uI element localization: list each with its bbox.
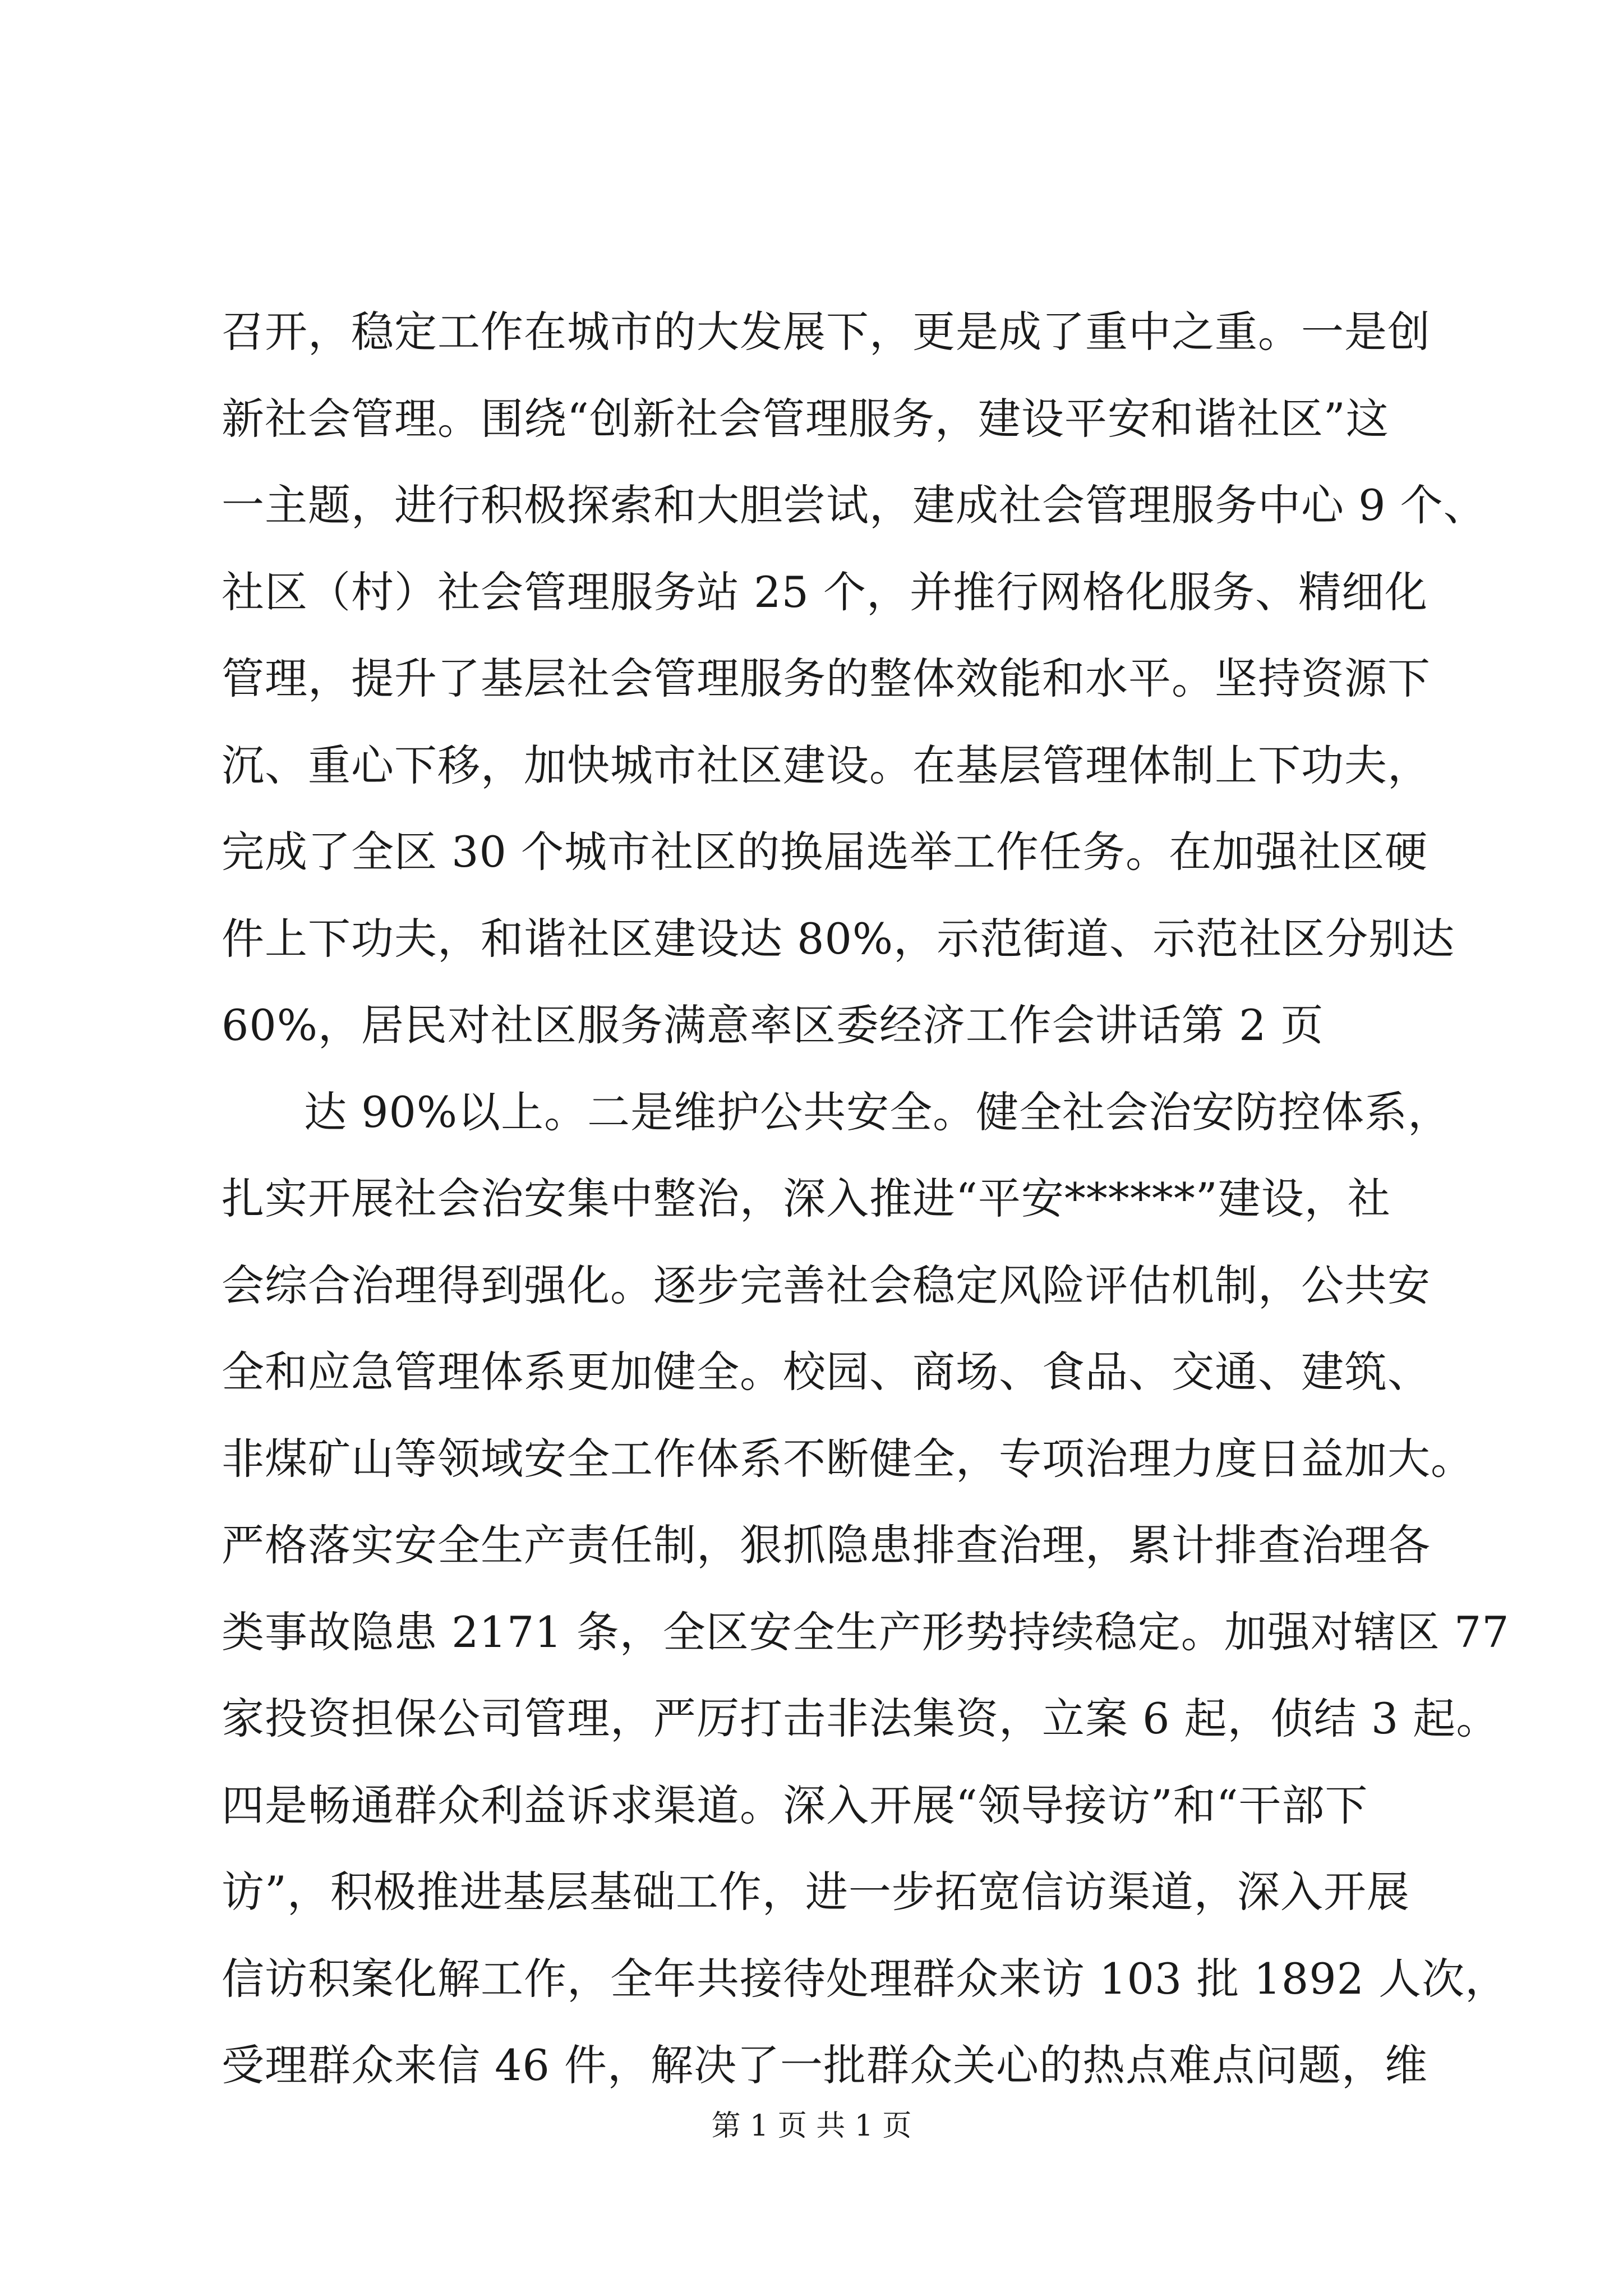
body-text-line: 访”，积极推进基层基础工作，进一步拓宽信访渠道，深入开展 — [222, 1867, 1410, 1917]
body-text-line: 管理，提升了基层社会管理服务的整体效能和水平。坚持资源下 — [222, 654, 1431, 703]
body-text-line: 新社会管理。围绕“创新社会管理服务，建设平安和谐社区”这 — [222, 394, 1389, 444]
page-footer: 第 1 页 共 1 页 — [711, 2109, 912, 2143]
body-text-line: 受理群众来信 46 件，解决了一批群众关心的热点难点问题，维 — [222, 2040, 1428, 2090]
body-text-line: 全和应急管理体系更加健全。校园、商场、食品、交通、建筑、 — [222, 1347, 1431, 1397]
body-text-line: 完成了全区 30 个城市社区的换届选举工作任务。在加强社区硬 — [222, 827, 1428, 877]
body-text-line: 类事故隐患 2171 条，全区安全生产形势持续稳定。加强对辖区 77 — [222, 1607, 1510, 1657]
body-text-line: 家投资担保公司管理，严厉打击非法集资，立案 6 起，侦结 3 起。 — [222, 1694, 1500, 1743]
body-text-line: 件上下功夫，和谐社区建设达 80%，示范街道、示范社区分别达 — [222, 914, 1455, 964]
body-text-line: 一主题，进行积极探索和大胆尝试，建成社会管理服务中心 9 个、 — [222, 480, 1487, 530]
body-text-line: 信访积案化解工作，全年共接待处理群众来访 103 批 1892 人次， — [222, 1954, 1509, 2004]
body-text-line: 严格落实安全生产责任制，狠抓隐患排查治理，累计排查治理各 — [222, 1520, 1431, 1570]
body-text-line: 沉、重心下移，加快城市社区建设。在基层管理体制上下功夫， — [222, 740, 1431, 790]
body-text-line: 60%，居民对社区服务满意率区委经济工作会讲话第 2 页 — [222, 1000, 1324, 1050]
body-text-line: 召开，稳定工作在城市的大发展下，更是成了重中之重。一是创 — [222, 307, 1431, 357]
body-text-line: 非煤矿山等领域安全工作体系不断健全，专项治理力度日益加大。 — [222, 1434, 1474, 1484]
body-text-line: 扎实开展社会治安集中整治，深入推进“平安******”建设，社 — [222, 1174, 1391, 1223]
body-text-line: 社区（村）社会管理服务站 25 个，并推行网格化服务、精细化 — [222, 567, 1428, 617]
body-text-line: 四是畅通群众利益诉求渠道。深入开展“领导接访”和“干部下 — [222, 1780, 1368, 1830]
paragraph-first-line: 达 90%以上。二是维护公共安全。健全社会治安防控体系， — [304, 1087, 1451, 1137]
body-text-line: 会综合治理得到强化。逐步完善社会稳定风险评估机制，公共安 — [222, 1260, 1431, 1310]
